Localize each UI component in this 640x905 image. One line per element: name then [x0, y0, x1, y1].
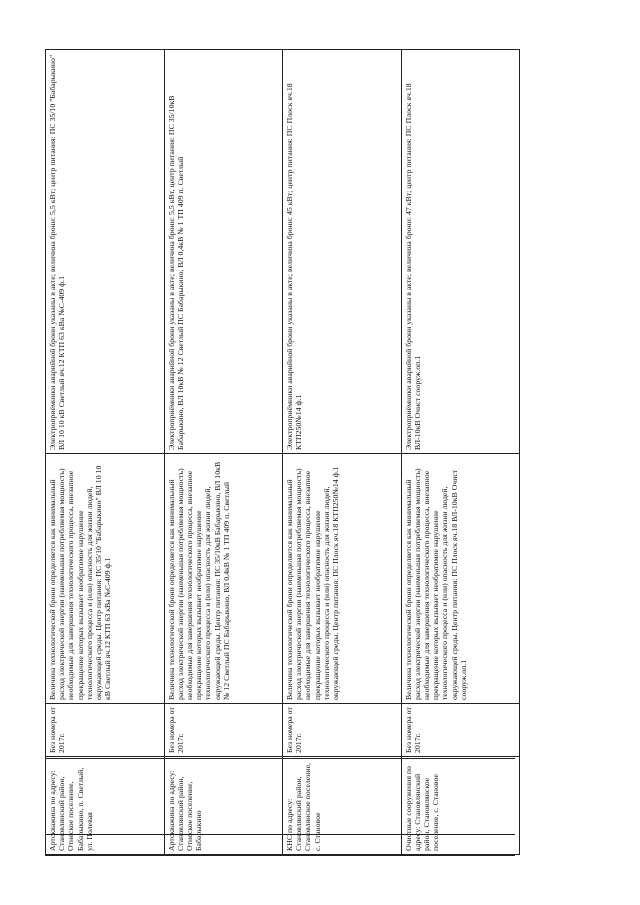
divider-line [45, 855, 515, 856]
table-row [164, 50, 283, 855]
cell-act: Электроприёмники аварийной брони указаны в акте; величина брони: 45 кВт; центр питания: ПС Плоск яч.18 КТП250№14 ф.1 [283, 50, 402, 454]
cell-act: Электроприёмники аварийной брони указаны в акте; величина брони: 5,5 кВт, центр питания: ПС 35/10кВ Бабарыкино, ВЛ 10кВ № 12 Светлый ПС Бабарыкино, ВЛ 0,4кВ № 1 ТП 409 п. Светлый [164, 50, 283, 454]
table-row [46, 50, 165, 855]
cell-justification: Величина технологической брони определяется как минимальный расход электрической энергии (наименьшая потребляемая мощность) необходимые для завершения технологического процесса, внезапное прекращение которых вызывает необратимое нарушение технологического процесса и (или) опасность для жизни людей, окружающей среды. Центр питания: ПС Плоск яч.18 ВЛ-10кВ Очист сооруж.оп.1 [401, 454, 520, 704]
cell-number: Без номера от 2017г. [283, 704, 402, 757]
cell-number: Без номера от 2017г. [46, 704, 165, 757]
cell-number: Без номера от 2017г. [164, 704, 283, 757]
cell-object: Артскважина по адресу: Становлянский район, Отнеское поселение, Бабарыкино, п. Светлый, ул. Полевая [46, 757, 165, 855]
cell-act: Электроприёмники аварийной брони указаны в акте; величина брони: 47 кВт; центр питания: ПС Плоск яч.18 ВЛ-10кВ Очист сооруж.оп.1 [401, 50, 520, 454]
table-row [401, 50, 520, 855]
cell-object: Очистные сооружения по адресу: Становлянский район, Становлянское поселение, с. Становое [401, 757, 520, 855]
cell-justification: Величина технологической брони определяется как минимальный расход электрической энергии (наименьшая потребляемая мощность) необходимые для завершения технологического процесса, внезапное прекращение которых вызывает необратимое нарушение технологического процесса и (или) опасность для жизни людей, окружающей среды. Центр питания: ПС Плоск яч.18 КТП250№14 ф.1 [283, 454, 402, 704]
table-row [283, 50, 402, 855]
rotated-page [45, 50, 520, 855]
cell-number: Без номера от 2017г. [401, 704, 520, 757]
cell-object: КНС по адресу: Становлянский район, Становлянское поселение, с. Становое [283, 757, 402, 855]
cell-justification: Величина технологической брони определяется как минимальный расход электрической энергии (наименьшая потребляемая мощность) необходимые для завершения технологического процесса, внезапное прекращение которых вызывает необратимое нарушение технологического процесса и (или) опасность для жизни людей, окружающей среды. Центр питания: ПС 35/10 "Бабарыкино" ВЛ 10 10 кВ Светлый яч.12 КТП 63 кВа №С-409 ф.1 [46, 454, 165, 704]
cell-object: Артскважина по адресу: Становлянский район, Отнеское поселение, Бабарыкино [164, 757, 283, 855]
cell-justification: Величина технологической брони определяется как минимальный расход электрической энергии (наименьшая потребляемая мощность) необходимые для завершения технологического процесса, внезапное прекращение которых вызывает необратимое нарушение технологического процесса и (или) опасность для жизни людей, окружающей среды. Центр питания: ПС 35/10кВ Бабарыкино, ВЛ 10кВ № 12 Светлый ПС Бабарыкино, ВЛ 0,4кВ № 1 ТП 409 п. Светлый [164, 454, 283, 704]
cell-act: Электроприёмники аварийной брони указаны в акте; величина брони: 5,5 кВт; центр питания: ПС 35/10 "Бабарыкино" ВЛ 10 10 кВ Светлый яч.12 КТП 63 кВа №С-409 ф.1 [46, 50, 165, 454]
reservation-table [45, 49, 520, 855]
